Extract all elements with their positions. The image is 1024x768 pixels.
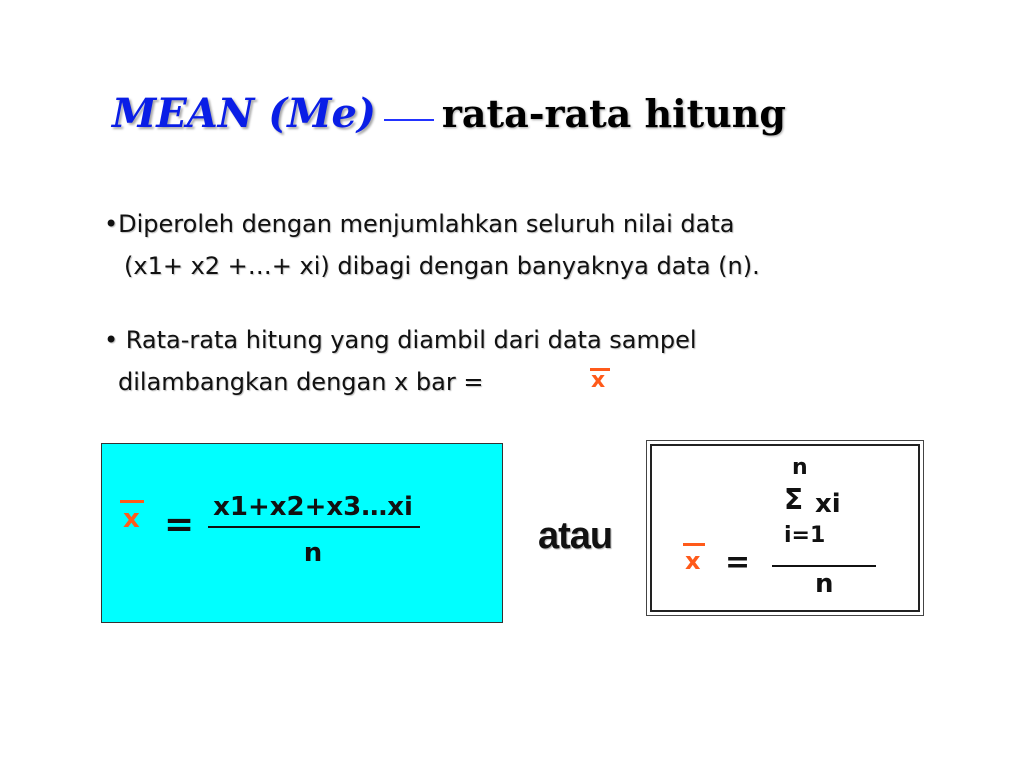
title-main: MEAN (Me) — [112, 90, 376, 137]
formula-denominator: n — [815, 569, 834, 599]
sum-lower-limit: i=1 — [784, 523, 826, 548]
sigma-symbol: Σ — [784, 483, 804, 516]
formula-box-simple — [101, 443, 503, 623]
formula-denominator: n — [303, 538, 323, 568]
sum-upper-limit: n — [792, 455, 808, 480]
bullet-marker: • — [104, 326, 119, 354]
sum-term: xi — [815, 489, 841, 519]
bullet-sample-mean-line1: Rata-rata hitung yang diambil dari data sampel — [118, 326, 697, 354]
x-bar-letter: x — [685, 547, 701, 575]
x-bar-symbol-inline — [588, 362, 612, 394]
fraction-line — [208, 526, 420, 528]
equals-sign: = — [725, 545, 751, 580]
formula-numerator: x1+x2+x3…xi — [213, 492, 413, 522]
x-bar-symbol — [683, 539, 711, 579]
title-subtitle: rata-rata hitung — [441, 91, 786, 136]
equals-sign: = — [164, 504, 195, 545]
fraction-line — [772, 565, 876, 567]
bullet-definition-line1: Diperoleh dengan menjumlahkan seluruh nilai data — [118, 210, 735, 238]
x-bar-overline — [683, 543, 705, 546]
x-bar-letter: x — [123, 504, 140, 534]
bullet-definition — [104, 203, 760, 287]
x-bar-overline — [120, 500, 144, 503]
x-bar-symbol — [120, 496, 148, 536]
title-dash — [384, 119, 434, 121]
slide-title — [112, 90, 952, 160]
connector-text: atau — [538, 515, 613, 557]
x-bar-letter: x — [591, 368, 606, 393]
bullet-definition-line2: (x1+ x2 +…+ xi) dibagi dengan banyaknya data (n). — [124, 252, 760, 280]
bullet-sample-mean-line2: dilambangkan dengan x bar = — [118, 368, 484, 396]
bullet-marker: • — [104, 210, 119, 238]
formula-box-sigma — [646, 440, 924, 616]
